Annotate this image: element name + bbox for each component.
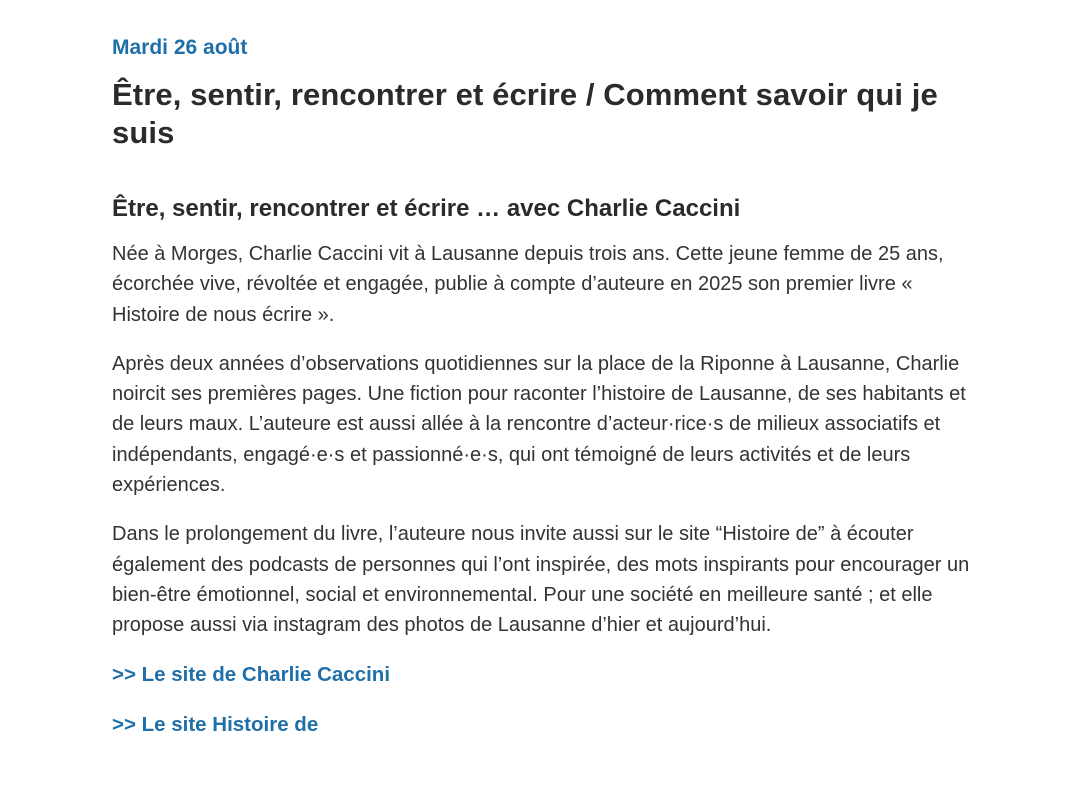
event-date: Mardi 26 août <box>112 36 248 59</box>
link-charlie-caccini-site[interactable]: >> Le site de Charlie Caccini <box>112 662 391 686</box>
article <box>112 32 980 760</box>
article-paragraph: Dans le prolongement du livre, l’auteure nous invite aussi sur le site “Histoire de” à écouter également des podcasts de personnes qui l’ont inspirée, des mots inspirants pour encourager un bien-être émotionnel, social et environnemental. Pour une société en meilleure santé ; et elle propose aussi via instagram des photos de Lausanne d’hier et aujourd’hui. <box>112 523 970 637</box>
article-paragraph: Née à Morges, Charlie Caccini vit à Lausanne depuis trois ans. Cette jeune femme de 25 ans, écorchée vive, révoltée et engagée, publie à compte d’auteure en 2025 son premier livre « Histoire de nous écrire ». <box>112 243 944 326</box>
article-subtitle: Être, sentir, rencontrer et écrire … avec Charlie Caccini <box>112 195 741 222</box>
article-paragraph: Après deux années d’observations quotidiennes sur la place de la Riponne à Lausanne, Charlie noircit ses premières pages. Une fiction pour raconter l’histoire de Lausanne, de ses habitants et de leurs maux. L’auteure est aussi allée à la rencontre d’acteur·rice·s de milieux associatifs et indépendants, engagé·e·s et passionné·e·s, qui ont témoigné de leurs activités et de leurs expériences. <box>112 352 966 497</box>
link-histoire-de-site[interactable]: >> Le site Histoire de <box>112 712 319 736</box>
article-title: Être, sentir, rencontrer et écrire / Comment savoir qui je suis <box>112 77 938 150</box>
